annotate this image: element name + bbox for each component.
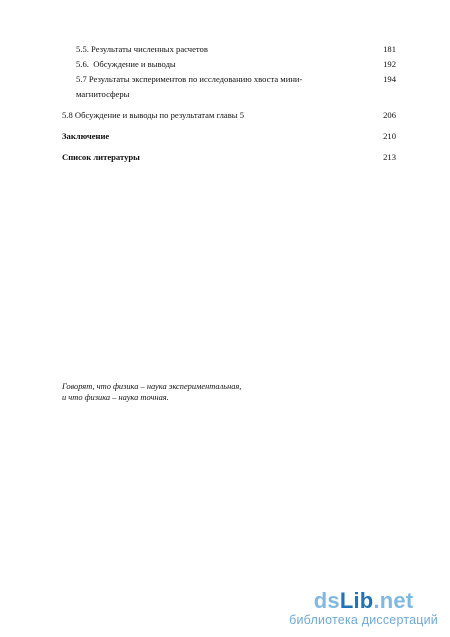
toc-label: 5.7 Результаты экспериментов по исследованию хвоста мини- (76, 74, 303, 84)
toc-label: 5.5. Результаты численных расчетов (76, 44, 208, 54)
toc-label: 5.8 Обсуждение и выводы по результатам главы 5 (62, 110, 245, 120)
toc-page-number: 206 (383, 110, 396, 120)
watermark-wordmark-tld: .net (373, 588, 414, 613)
toc-page-number: 181 (383, 44, 396, 54)
watermark-wordmark-lib: Lib (339, 588, 374, 613)
toc-page-number: 192 (383, 59, 396, 69)
watermark-wordmark-ds: ds (313, 588, 340, 613)
toc-page-number: 210 (383, 131, 396, 141)
epigraph-line: Говорят, что физика – наука экспериментальная, (62, 382, 242, 391)
toc-page-number: 194 (383, 74, 396, 84)
epigraph-line: и что физика – наука точная. (62, 393, 169, 402)
toc-label: Список литературы (62, 152, 140, 162)
toc-page-number: 213 (383, 152, 396, 162)
watermark-subtitle: библиотека диссертаций (289, 613, 438, 627)
toc-label: Заключение (62, 131, 110, 141)
watermark-wordmark (289, 589, 438, 613)
toc-label: 5.6. Обсуждение и выводы (76, 59, 176, 69)
epigraph (62, 381, 241, 403)
dslib-watermark-logo (289, 589, 438, 627)
toc-label: магнитосферы (76, 89, 130, 99)
